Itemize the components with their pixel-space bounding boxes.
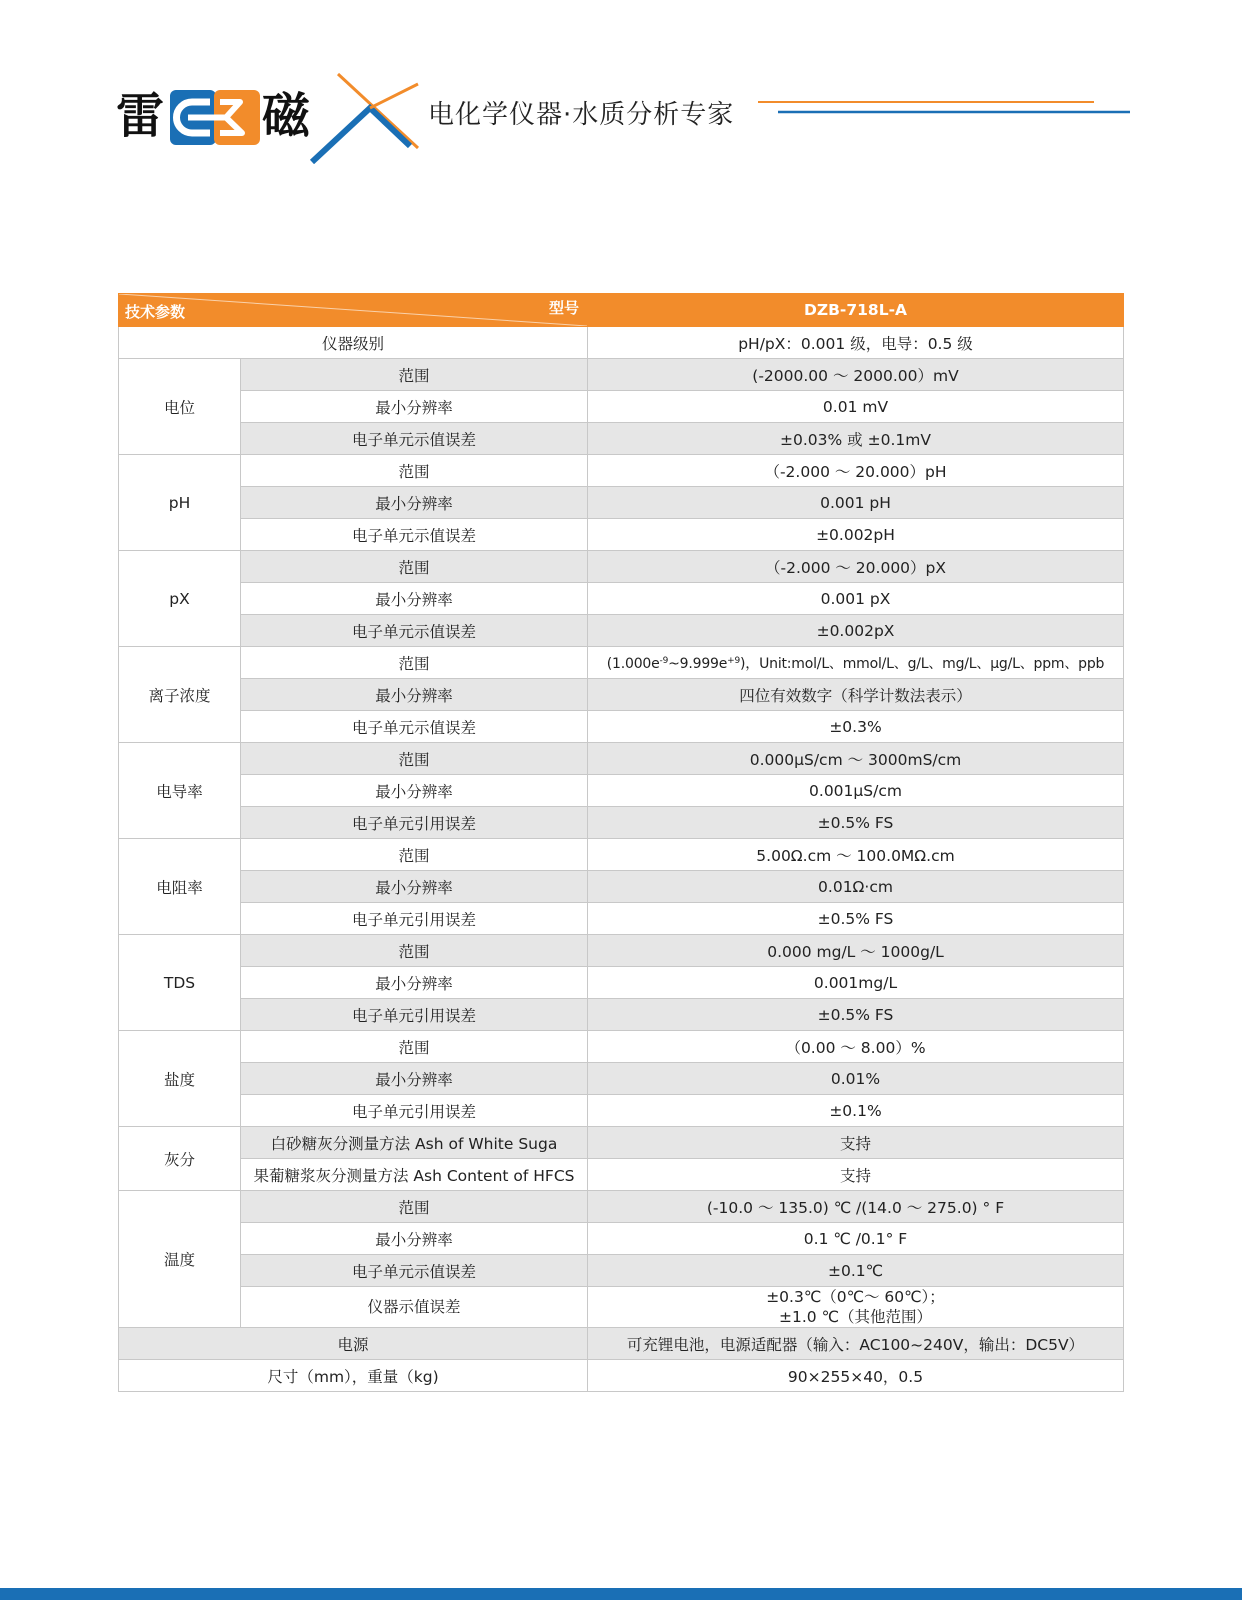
corner-label-model: 型号 [548,299,579,317]
param-value: ±0.5% FS [588,999,1124,1031]
table-row [119,583,1124,615]
param-label: 仪器示值误差 [241,1287,588,1328]
param-value: ±0.5% FS [588,903,1124,935]
param-value: ±0.5% FS [588,807,1124,839]
corner-diagonal-line [119,294,587,326]
param-value: 0.01Ω·cm [588,871,1124,903]
ion-range-units: )，Unit:mol/L、mmol/L、g/L、mg/L、μg/L、ppm、ppb [740,655,1105,672]
table-row [119,391,1124,423]
param-label: 电子单元示值误差 [241,615,588,647]
table-row [119,1328,1124,1360]
table-row [119,1287,1124,1328]
table-row [119,839,1124,871]
group-label-conductivity: 电导率 [119,743,241,839]
param-label: 最小分辨率 [241,583,588,615]
table-row [119,455,1124,487]
model-name: DZB-718L-A [588,294,1124,327]
param-label: 最小分辨率 [241,871,588,903]
size-weight-value: 90×255×40，0.5 [588,1360,1124,1392]
param-label: 范围 [241,647,588,679]
table-row [119,647,1124,679]
table-row [119,743,1124,775]
group-label-resistivity: 电阻率 [119,839,241,935]
param-label: 最小分辨率 [241,679,588,711]
param-label: 范围 [241,743,588,775]
spec-table [118,293,1124,1392]
param-label: 范围 [241,839,588,871]
group-label-salinity: 盐度 [119,1031,241,1127]
param-value: 0.01 mV [588,391,1124,423]
size-weight-label: 尺寸（mm），重量（kg) [119,1360,588,1392]
table-row [119,1063,1124,1095]
group-label-px: pX [119,551,241,647]
ion-range-start: (1.000e [606,655,660,672]
param-value: 0.001 pX [588,583,1124,615]
table-row [119,1031,1124,1063]
instrument-level-value: pH/pX：0.001 级，电导：0.5 级 [588,327,1124,359]
param-label: 电子单元示值误差 [241,1255,588,1287]
param-value: (-2000.00 ～ 2000.00）mV [588,359,1124,391]
power-value: 可充锂电池，电源适配器（输入：AC100~240V，输出：DC5V） [588,1328,1124,1360]
param-value: 0.001mg/L [588,967,1124,999]
param-label: 电子单元引用误差 [241,1095,588,1127]
param-label: 电子单元示值误差 [241,519,588,551]
param-value: 5.00Ω.cm ～ 100.0MΩ.cm [588,839,1124,871]
param-value: ±0.1% [588,1095,1124,1127]
table-row [119,359,1124,391]
header-divider-lines [758,98,1130,118]
table-row [119,615,1124,647]
param-label: 最小分辨率 [241,1063,588,1095]
table-row [119,807,1124,839]
temp-error-line-1: ±0.3℃（0℃～ 60℃）； [766,1288,945,1306]
table-row [119,999,1124,1031]
param-label: 白砂糖灰分测量方法 Ash of White Suga [241,1127,588,1159]
table-row [119,903,1124,935]
param-label: 果葡糖浆灰分测量方法 Ash Content of HFCS [241,1159,588,1191]
param-value: 0.001 pH [588,487,1124,519]
instrument-level-label: 仪器级别 [119,327,588,359]
param-value: ±0.3% [588,711,1124,743]
ion-range-exp-high: +9 [727,655,741,666]
table-row [119,551,1124,583]
param-label: 电子单元引用误差 [241,999,588,1031]
param-value: 0.1 ℃ /0.1° F [588,1223,1124,1255]
param-value: ±0.03% 或 ±0.1mV [588,423,1124,455]
param-value: 四位有效数字（科学计数法表示） [588,679,1124,711]
param-value [588,647,1124,679]
brand-x-mark-icon [310,72,420,164]
table-row [119,423,1124,455]
table-row [119,871,1124,903]
table-row [119,1255,1124,1287]
param-value: 支持 [588,1127,1124,1159]
group-label-ph: pH [119,455,241,551]
table-corner-cell [119,294,588,327]
param-value: ±0.002pH [588,519,1124,551]
param-label: 最小分辨率 [241,967,588,999]
group-label-potential: 电位 [119,359,241,455]
param-label: 最小分辨率 [241,1223,588,1255]
table-header-row [119,294,1124,327]
param-value: （-2.000 ～ 20.000）pX [588,551,1124,583]
table-row [119,487,1124,519]
corner-label-params: 技术参数 [125,303,186,321]
param-value: 0.01% [588,1063,1124,1095]
param-label: 范围 [241,455,588,487]
table-row [119,327,1124,359]
param-label: 电子单元示值误差 [241,423,588,455]
footer-bar [0,1588,1242,1600]
brand-name-left: 雷 [116,88,165,144]
table-row [119,935,1124,967]
group-label-tds: TDS [119,935,241,1031]
brand-name-right: 磁 [262,88,311,144]
table-row [119,1159,1124,1191]
param-label: 范围 [241,551,588,583]
table-row [119,679,1124,711]
temp-error-line-2: ±1.0 ℃（其他范围） [779,1308,932,1326]
table-row [119,1095,1124,1127]
param-value: 0.000 mg/L ～ 1000g/L [588,935,1124,967]
param-label: 范围 [241,1031,588,1063]
param-value: ±0.002pX [588,615,1124,647]
group-label-temperature: 温度 [119,1191,241,1328]
table-row [119,519,1124,551]
param-label: 电子单元示值误差 [241,711,588,743]
table-row [119,1191,1124,1223]
brand-logo-icon [170,90,260,145]
table-row [119,967,1124,999]
param-label: 范围 [241,935,588,967]
param-value [588,1287,1124,1328]
param-label: 最小分辨率 [241,391,588,423]
table-row [119,1360,1124,1392]
group-label-ash: 灰分 [119,1127,241,1191]
param-value: ±0.1℃ [588,1255,1124,1287]
param-value: 支持 [588,1159,1124,1191]
ion-range-mid: ~9.999e [668,655,728,672]
param-label: 范围 [241,359,588,391]
table-row [119,775,1124,807]
ion-range-exp-low: -9 [659,655,669,666]
tagline: 电化学仪器·水质分析专家 [428,100,735,130]
table-row [119,1127,1124,1159]
param-label: 电子单元引用误差 [241,807,588,839]
table-row [119,711,1124,743]
param-label: 最小分辨率 [241,487,588,519]
param-label: 最小分辨率 [241,775,588,807]
param-label: 电子单元引用误差 [241,903,588,935]
table-row [119,1223,1124,1255]
param-value: （-2.000 ～ 20.000）pH [588,455,1124,487]
param-value: 0.000μS/cm ～ 3000mS/cm [588,743,1124,775]
param-label: 范围 [241,1191,588,1223]
param-value: 0.001μS/cm [588,775,1124,807]
group-label-ion-concentration: 离子浓度 [119,647,241,743]
power-label: 电源 [119,1328,588,1360]
param-value: (-10.0 ～ 135.0) ℃ /(14.0 ～ 275.0) ° F [588,1191,1124,1223]
param-value: （0.00 ～ 8.00）% [588,1031,1124,1063]
